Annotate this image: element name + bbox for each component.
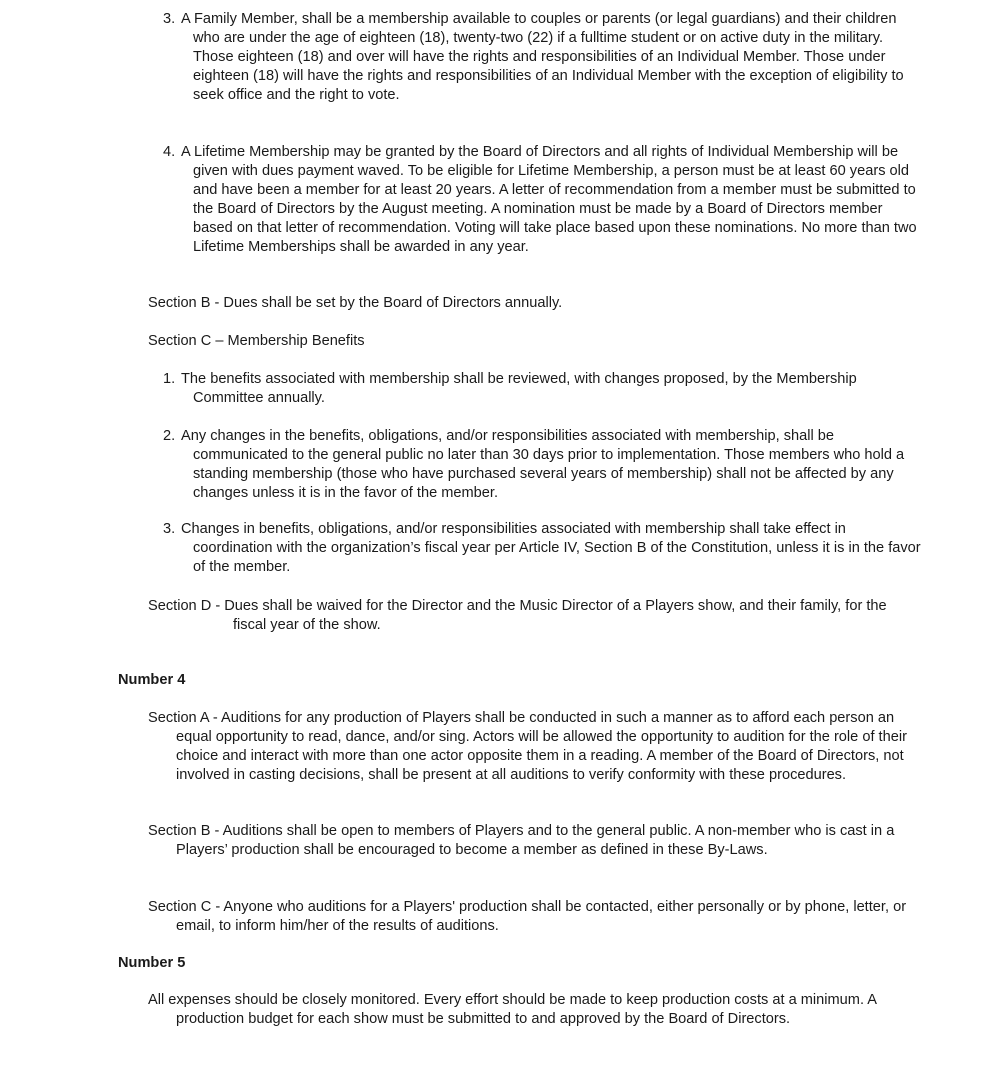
item-number: 2. <box>163 428 176 444</box>
benefit-item <box>163 427 921 503</box>
section-b-dues: Section B - Dues shall be set by the Board of Directors annually. <box>148 295 563 311</box>
expenses-paragraph: All expenses should be closely monitored. Every effort should be made to keep production costs at a minimum. A production budget for each show must be submitted to and approved by the Board of Directors. <box>148 992 877 1027</box>
item-number: 1. <box>163 371 176 387</box>
item-text: A Family Member, shall be a membership available to couples or parents (or legal guardians) and their children who are under the age of eighteen (18), twenty-two (22) if a fulltime student or on active duty in the military. Those eighteen (18) and over will have the rights and responsibilities of an Individual Member. Those under eighteen (18) will have the rights and responsibilities of an Individual Member with the exception of eligibility to seek office and the right to vote. <box>181 11 904 103</box>
auditions-section-a: Section A - Auditions for any production of Players shall be conducted in such a manner as to afford each person an equal opportunity to read, dance, and/or sing. Actors will be allowed the opportunity to audition for the role of their choice and interact with more than one actor opposite them in a reading. A member of the Board of Directors, not involved in casting decisions, shall be present at all auditions to verify conformity with these procedures. <box>148 710 907 783</box>
lifetime-membership-item <box>163 143 921 257</box>
number-5-heading: Number 5 <box>118 955 186 971</box>
number-4-heading: Number 4 <box>118 672 186 688</box>
family-member-item <box>163 10 921 105</box>
section-d-dues-waived: Section D - Dues shall be waived for the Director and the Music Director of a Players show, and their family, for the fiscal year of the show. <box>148 598 887 633</box>
item-number: 3. <box>163 521 176 537</box>
benefit-item <box>163 370 921 408</box>
auditions-section-b: Section B - Auditions shall be open to members of Players and to the general public. A non-member who is cast in a Players’ production shall be encouraged to become a member as defined in these By-Laws. <box>148 823 895 858</box>
auditions-section-c: Section C - Anyone who auditions for a Players' production shall be contacted, either personally or by phone, letter, or email, to inform him/her of the results of auditions. <box>148 899 907 934</box>
item-number: 4. <box>163 144 176 160</box>
item-number: 3. <box>163 11 176 27</box>
item-text: A Lifetime Membership may be granted by the Board of Directors and all rights of Individual Membership will be given with dues payment waved. To be eligible for Lifetime Membership, a person must be at least 60 years old and have been a member for at least 20 years. A letter of recommendation from a member must be submitted to the Board of Directors by the August meeting. A nomination must be made by a Board of Directors member based on that letter of recommendation. Voting will take place based upon these nominations. No more than two Lifetime Memberships shall be awarded in any year. <box>181 144 917 255</box>
item-text: The benefits associated with membership shall be reviewed, with changes proposed, by the Membership Committee annually. <box>181 371 857 406</box>
item-text: Changes in benefits, obligations, and/or responsibilities associated with membership shall take effect in coordination with the organization’s fiscal year per Article IV, Section B of the Constitution, unless it is in the favor of the member. <box>181 521 921 575</box>
benefit-item <box>163 520 921 577</box>
item-text: Any changes in the benefits, obligations, and/or responsibilities associated with membership, shall be communicated to the general public no later than 30 days prior to implementation. Those members who hold a standing membership (those who have purchased several years of membership) shall not be affected by any changes unless it is in the favor of the member. <box>181 428 905 501</box>
section-c-title: Section C – Membership Benefits <box>148 333 365 349</box>
